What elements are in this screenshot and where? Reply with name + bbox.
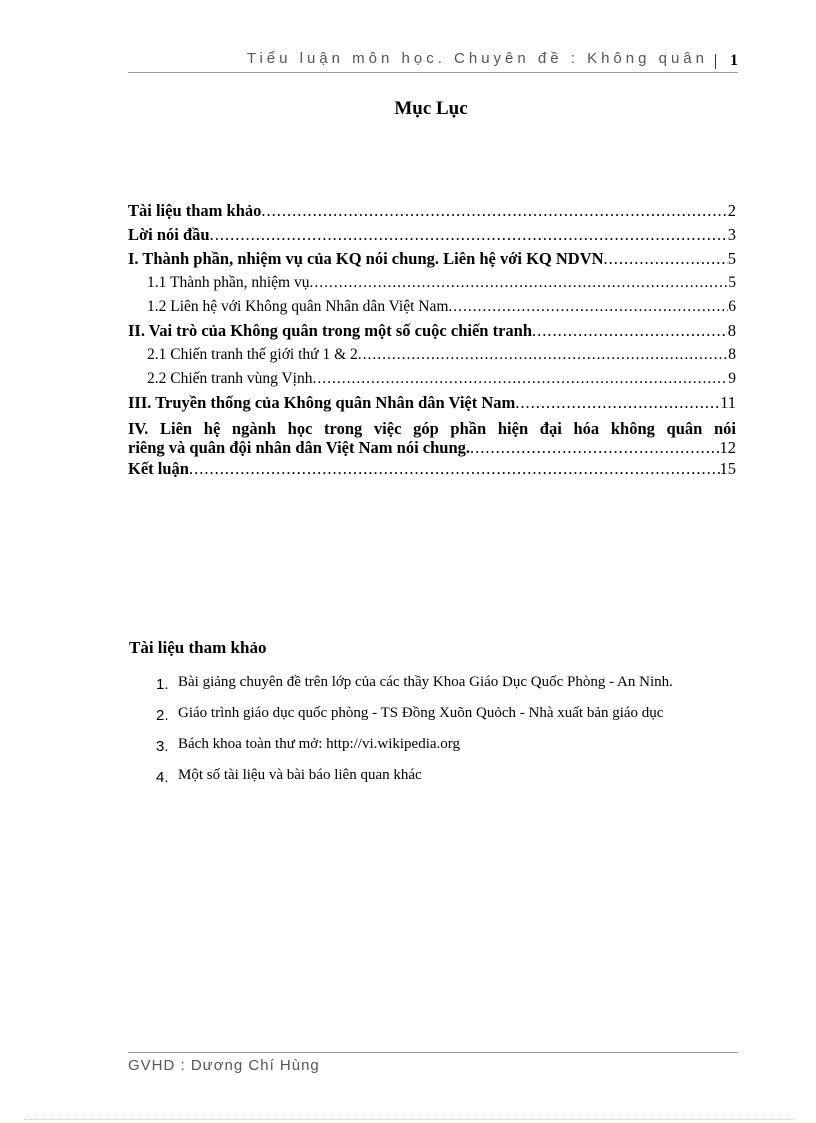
references-heading: Tài liệu tham khảo [129,638,267,657]
toc-entry-text-line1: IV. Liên hệ ngành học trong việc góp phần hiện đại hóa không quân nói [128,419,736,438]
references-list [156,668,736,792]
toc-subentry[interactable] [128,295,736,319]
toc-page-number: 11 [720,393,736,412]
list-item [156,699,736,730]
toc-entry-text: III. Truyền thống của Không quân Nhân dân Việt Nam [128,393,516,412]
toc-entry-text: 2.2 Chiến tranh vùng Vịnh [147,370,313,387]
toc-entry[interactable] [128,247,736,271]
toc-entry[interactable] [128,391,736,415]
header-divider [715,54,716,69]
document-title: Mục Lục [394,98,468,119]
toc-leader [210,223,728,247]
toc-page-number: 3 [727,225,736,244]
page-boundary [24,1119,794,1120]
list-number: 2. [156,707,169,724]
toc-leader [515,391,720,415]
toc-page-number: 8 [728,346,736,363]
toc-page-number: 9 [728,370,736,387]
toc-entry-text-line2: riêng và quân đội nhân dân Việt Nam nói chung. [128,438,471,457]
toc-page-number: 15 [719,459,736,478]
list-item [156,668,736,699]
toc-page-number: 5 [728,274,736,291]
list-item [156,761,736,792]
page-header [128,50,738,73]
list-number: 1. [156,676,169,693]
toc-entry-text: Tài liệu tham khảo [128,201,262,220]
toc-leader [532,319,728,343]
toc-entry-text: 2.1 Chiến tranh thế giới thứ 1 & 2 [147,346,358,363]
toc-subentry[interactable] [128,367,736,391]
list-item [156,730,736,761]
toc-leader [261,199,727,223]
toc-leader [309,271,728,295]
toc-subentry[interactable] [128,271,736,295]
toc-entry[interactable] [128,223,736,247]
footer-text: GVHD : Dương Chí Hùng [128,1057,320,1074]
header-title: Tiểu luận môn học. Chuyên đề : Không quân [246,50,708,67]
toc-leader [604,247,728,271]
reference-text: Bài giảng chuyên đề trên lớp của các thầy Khoa Giáo Dục Quốc Phòng - An Ninh. [178,674,673,690]
reference-text: Một số tài liệu và bài báo liên quan khác [178,767,422,783]
toc-page-number: 8 [727,321,736,340]
toc-page-number: 12 [719,438,736,457]
list-number: 4. [156,769,169,786]
toc-entry-text: I. Thành phần, nhiệm vụ của KQ nói chung. Liên hệ với KQ NDVN [128,249,604,268]
toc-entry-text: Lời nói đầu [128,225,210,244]
toc-entry-multiline[interactable] [128,419,736,457]
toc-entry-text: 1.2 Liên hệ với Không quân Nhân dân Việt Nam [147,298,449,315]
toc-page-number: 2 [727,201,736,220]
toc-leader [312,367,728,391]
toc-page-number: 6 [728,298,736,315]
toc-entry[interactable] [128,199,736,223]
toc-subentry[interactable] [128,343,736,367]
toc-entry[interactable] [128,319,736,343]
toc-leader [448,295,728,319]
list-number: 3. [156,738,169,755]
toc-entry-text: II. Vai trò của Không quân trong một số cuộc chiến tranh [128,321,533,340]
page-number: 1 [730,52,738,69]
toc-entry-text: Kết luận [128,459,189,478]
reference-text: Giáo trình giáo dục quốc phòng - TS Đồng Xuõn Quỏch - Nhà xuất bản giáo dục [178,705,664,721]
toc-page-number: 5 [727,249,736,268]
toc-leader [358,343,728,367]
toc-entry-text: 1.1 Thành phần, nhiệm vụ [147,274,310,291]
reference-text: Bách khoa toàn thư mở: http://vi.wikipedia.org [178,736,460,752]
toc-leader [189,457,720,481]
toc-leader [470,438,719,457]
page-footer [128,1052,738,1075]
toc-entry[interactable] [128,457,736,481]
table-of-contents [128,199,736,481]
